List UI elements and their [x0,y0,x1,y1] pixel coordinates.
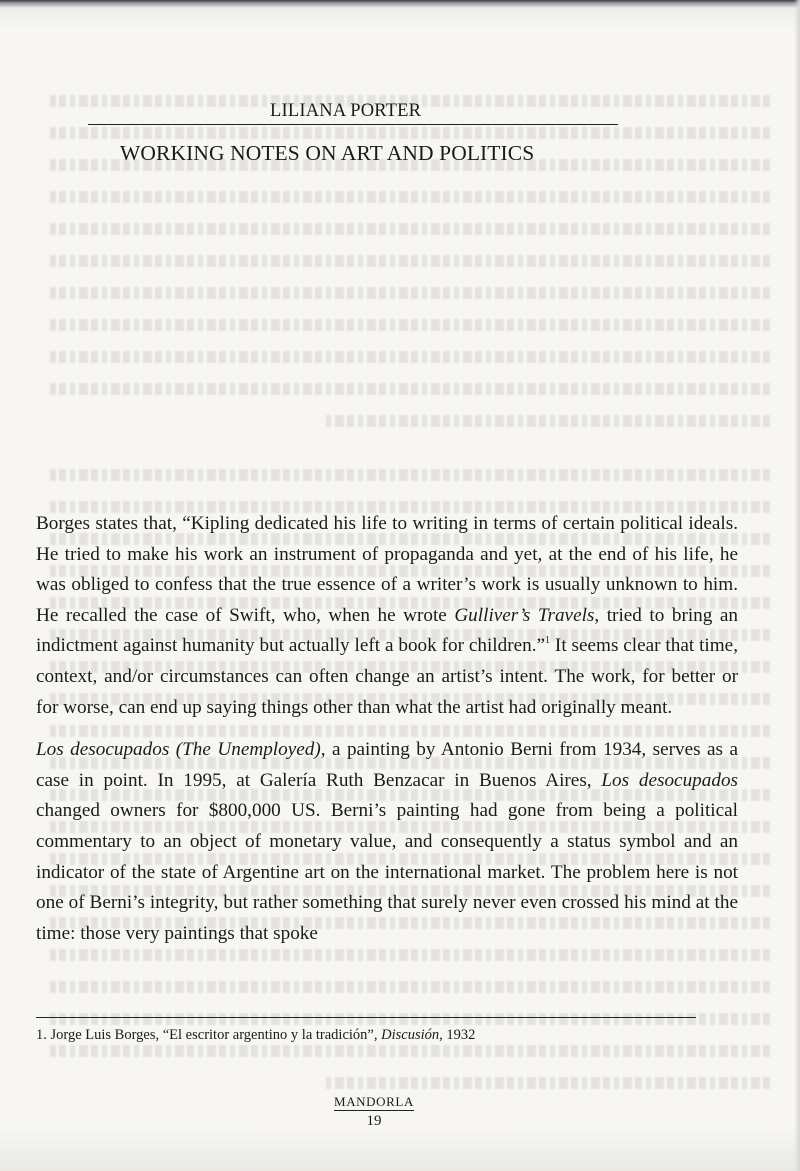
author-name: LILIANA PORTER [270,101,422,121]
footnote-rule [36,1017,696,1018]
italic-title: Los desocupados [601,769,739,791]
scan-edge-shadow [0,0,800,8]
footnote-year: , 1932 [439,1027,476,1043]
body-paragraph [36,735,738,949]
body-paragraph [36,509,738,723]
journal-name [0,1094,748,1110]
paragraph-text: Borges states that, “Kipling dedicated his life to writing in terms of certain political ideals. He tried to make his work an instrument of propaganda and yet, at the end of his life, he was obliged to confess that the true essence of a writer’s work is usually unknown to him. He recalled the case of Swift, who, when he wrote [36,513,738,626]
header-rule [88,124,618,125]
article-title: WORKING NOTES ON ART AND POLITICS [120,141,535,165]
footnote-marker: 1 [545,635,551,647]
italic-title: Gulliver’s Travels [454,604,595,626]
paragraph-text: , tried to bring an indictment against humanity but actually left a book for children.” [36,604,738,657]
footnote-source: Discusión [381,1027,440,1043]
footnote [36,1027,475,1044]
paragraph-text: changed owners for $800,000 US. Berni’s painting had gone from being a political commentary to an object of monetary value, and consequently a status symbol and an indicator of the state of Argentine art on the international market. The problem here is not one of Berni’s integrity, but rather something that surely never even crossed his mind at the time: those very paintings that spoke [36,800,738,944]
scan-side-shadow [794,0,800,1171]
italic-title: Los desocupados (The Unemployed) [36,739,321,761]
paragraph-text: It seems clear that time, context, and/or circumstances can often change an artist’s intent. The work, for better or for worse, can end up saying things other than what the artist had originally meant. [36,635,738,718]
paragraph-text: , a painting by Antonio Berni from 1934, serves as a case in point. In 1995, at Galería Ruth Benzacar in Buenos Aires, [36,739,738,791]
page-number: 19 [366,1113,382,1129]
journal-name-text: MANDORLA [334,1094,414,1109]
article-body [36,509,738,949]
footnote-text: 1. Jorge Luis Borges, “El escritor argentino y la tradición”, [36,1027,382,1043]
